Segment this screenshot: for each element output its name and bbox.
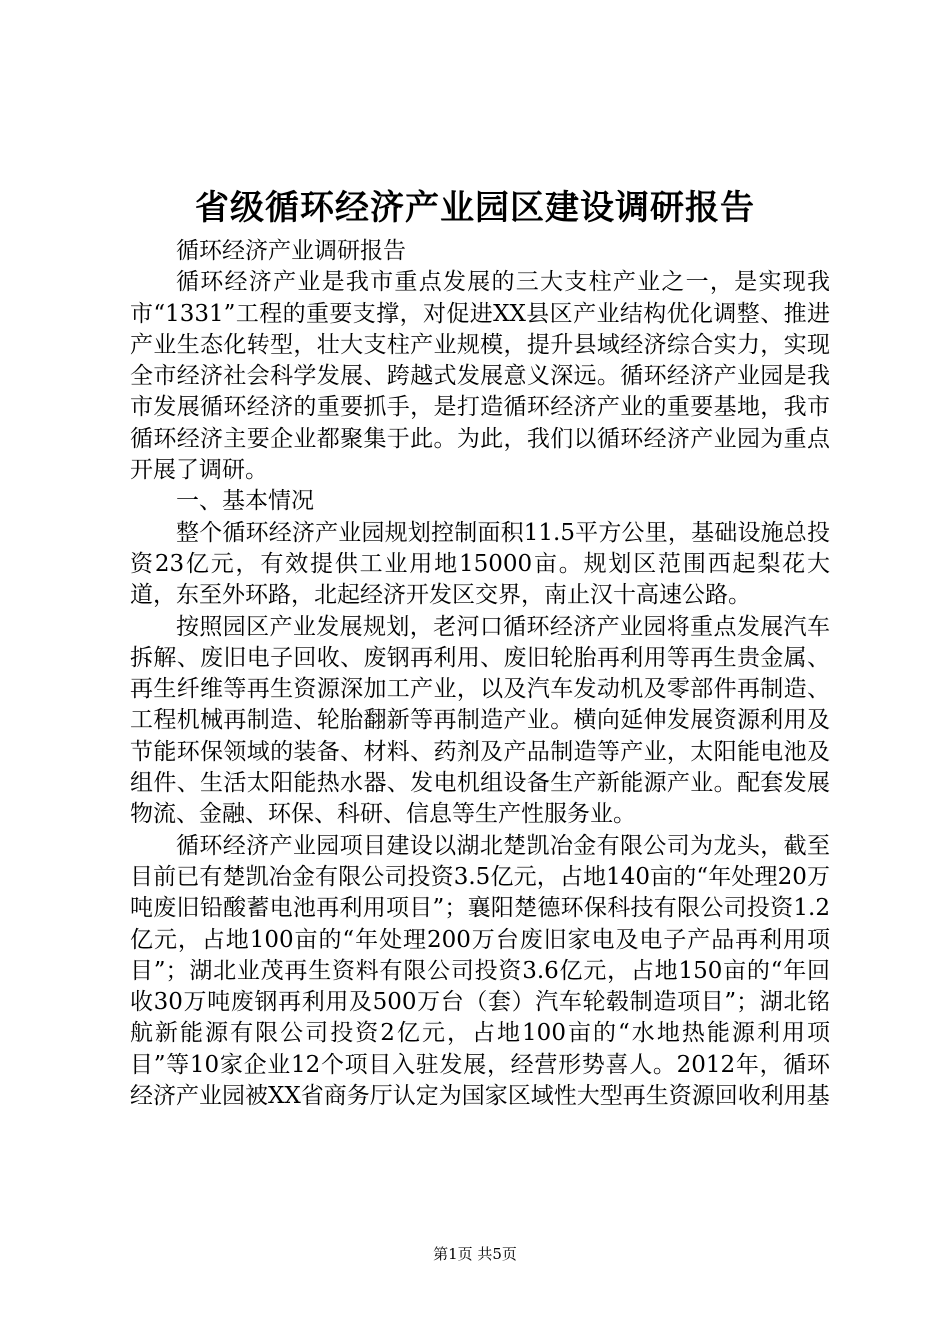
section-heading-basic-situation: 一、基本情况 <box>176 488 314 515</box>
paragraph-park-area: 整个循环经济产业园规划控制面积11.5平方公里，基础设施总投资23亿元，有效提供工业用地15000亩。规划区范围西起梨花大道，东至外环路，北起经济开发区交界，南止汉十高速公路。 <box>130 519 830 609</box>
page-number: 第1页 共5页 <box>433 1245 517 1263</box>
document-title: 省级循环经济产业园区建设调研报告 <box>195 188 755 228</box>
paragraph-intro: 循环经济产业是我市重点发展的三大支柱产业之一，是实现我市“1331”工程的重要支撑，对促进XX县区产业结构优化调整、推进产业生态化转型，壮大支柱产业规模，提升县域经济综合实力，实现全市经济社会科学发展、跨越式发展意义深远。循环经济产业园是我市发展循环经济的重要抓手，是打造循环经济产业的重要基地，我市循环经济主要企业都聚集于此。为此，我们以循环经济产业园为重点开展了调研。 <box>130 269 830 484</box>
document-body <box>130 236 830 1112</box>
paragraph-projects: 循环经济产业园项目建设以湖北楚凯冶金有限公司为龙头，截至目前已有楚凯冶金有限公司投资3.5亿元，占地140亩的“年处理20万吨废旧铅酸蓄电池再利用项目”；襄阳楚德环保科技有限公司投资1.2亿元，占地100亩的“年处理200万台废旧家电及电子产品再利用项目”；湖北业茂再生资料有限公司投资3.6亿元，占地150亩的“年回收30万吨废钢再利用及500万台（套）汽车轮毂制造项目”；湖北铭航新能源有限公司投资2亿元，占地100亩的“水地热能源利用项目”等10家企业12个项目入驻发展，经营形势喜人。2012年，循环经济产业园被XX省商务厅认定为国家区域性大型再生资源回收利用基 <box>130 832 830 1110</box>
paragraph-subtitle: 循环经济产业调研报告 <box>176 238 406 264</box>
paragraph-industry-plan: 按照园区产业发展规划，老河口循环经济产业园将重点发展汽车拆解、废旧电子回收、废钢再利用、废旧轮胎再利用等再生贵金属、再生纤维等再生资源深加工产业，以及汽车发动机及零部件再制造、工程机械再制造、轮胎翻新等再制造产业。横向延伸发展资源利用及节能环保领域的装备、材料、药剂及产品制造等产业，太阳能电池及组件、生活太阳能热水器、发电机组设备生产新能源产业。配套发展物流、金融、环保、科研、信息等生产性服务业。 <box>130 613 830 828</box>
